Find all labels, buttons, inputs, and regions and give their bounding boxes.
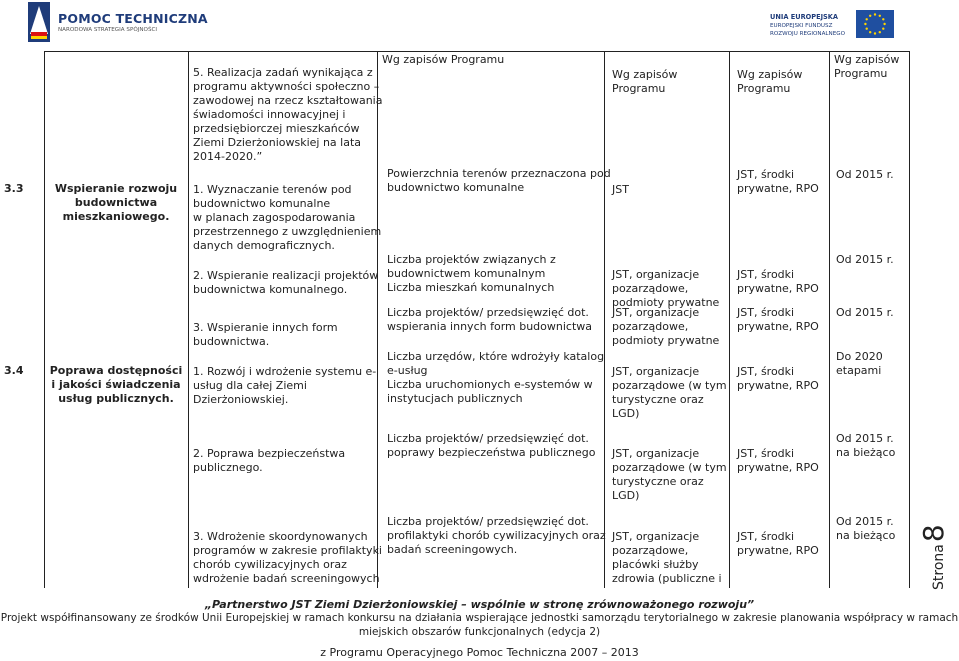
r1-date: Wg zapisów Programu — [834, 53, 900, 80]
s34-a2-funding: JST, środki prywatne, RPO — [737, 447, 819, 474]
s34-title: Poprawa dostępności i jakości świadczenia usług publicznych. — [49, 364, 183, 405]
s33-a1-action: 1. Wyznaczanie terenów pod budownictwo komunalne w planach zagospodarowania przestrzennego z uwzględnieniem danych demograficznych. — [193, 183, 382, 252]
r1-funding: Wg zapisów Programu — [737, 68, 803, 95]
s33-a2-date: Od 2015 r. — [836, 253, 894, 266]
s34-a3-date: Od 2015 r. na bieżąco — [836, 515, 896, 542]
page-label: Strona — [931, 544, 947, 590]
s34-a1-funding: JST, środki prywatne, RPO — [737, 365, 819, 392]
page-number-value: 8 — [917, 524, 950, 543]
s34-a2-action: 2. Poprawa bezpieczeństwa publicznego. — [193, 447, 346, 474]
s34-a1-entity: JST, organizacje pozarządowe (w tym turystyczne oraz LGD) — [612, 365, 727, 420]
s34-a3-indicator: Liczba projektów/ przedsięwzięć dot. profilaktyki chorób cywilizacyjnych oraz badań screeningowych. — [387, 515, 606, 556]
logo-name: POMOC TECHNICZNA — [58, 11, 208, 26]
s33-a3-action: 3. Wspieranie innych form budownictwa. — [193, 321, 338, 348]
page-number — [917, 524, 950, 590]
footer-cofinancing: Projekt współfinansowany ze środków Unii Europejskiej w ramach konkursu na działania wspierające jednostki samorządu terytorialnego w zakresie planowania współpracy w ramach miejskich obszarów funkcjonalnych (edycja 2) — [0, 612, 959, 638]
table-divider — [604, 52, 605, 588]
table-divider — [729, 52, 730, 588]
s34-a1-indicator: Liczba urzędów, które wdrożyły katalog e-usług Liczba uruchomionych e-systemów w instytucjach publicznych — [387, 350, 605, 405]
s34-a1-action: 1. Rozwój i wdrożenie systemu e- usług dla całej Ziemi Dzierżoniowskiej. — [193, 365, 377, 406]
s34-a3-action: 3. Wdrożenie skoordynowanych programów w zakresie profilaktyki chorób cywilizacyjnych oraz wdrożenie badań screeningowych — [193, 530, 382, 585]
s34-a3-funding: JST, środki prywatne, RPO — [737, 530, 819, 557]
s34-a3-entity: JST, organizacje pozarządowe, placówki służby zdrowia (publiczne i — [612, 530, 722, 585]
eu-logo — [770, 10, 896, 46]
eu-flag-icon — [856, 10, 894, 38]
s33-a3-funding: JST, środki prywatne, RPO — [737, 306, 819, 333]
table-border-left — [44, 52, 45, 588]
r1-entity: Wg zapisów Programu — [612, 68, 678, 95]
s33-a1-funding: JST, środki prywatne, RPO — [737, 168, 819, 195]
logo-subtitle: NARODOWA STRATEGIA SPÓJNOŚCI — [58, 27, 158, 33]
s34-a1-date: Do 2020 etapami — [836, 350, 883, 377]
s33-a2-funding: JST, środki prywatne, RPO — [737, 268, 819, 295]
r1-indicator: Wg zapisów Programu — [382, 53, 505, 66]
table-border-top — [44, 51, 910, 52]
eu-line-3: ROZWOJU REGIONALNEGO — [770, 31, 845, 37]
s33-a1-indicator: Powierzchnia terenów przeznaczona pod budownictwo komunalne — [387, 167, 611, 194]
table-divider — [829, 52, 830, 588]
s34-a2-entity: JST, organizacje pozarządowe (w tym turystyczne oraz LGD) — [612, 447, 727, 502]
s33-a1-date: Od 2015 r. — [836, 168, 894, 181]
footer-partnership: „Partnerstwo JST Ziemi Dzierżoniowskiej – wspólnie w stronę zrównoważonego rozwoju” — [204, 598, 755, 611]
s33-number: 3.3 — [4, 182, 24, 195]
s34-a2-indicator: Liczba projektów/ przedsięwzięć dot. poprawy bezpieczeństwa publicznego — [387, 432, 596, 459]
table-border-right — [909, 52, 910, 588]
s33-a2-entity: JST, organizacje pozarządowe, podmioty prywatne — [612, 268, 720, 309]
footer-programme: z Programu Operacyjnego Pomoc Techniczna 2007 – 2013 — [320, 646, 639, 659]
s34-a2-date: Od 2015 r. na bieżąco — [836, 432, 896, 459]
s34-number: 3.4 — [4, 364, 24, 377]
table-divider — [188, 52, 189, 588]
eu-line-2: EUROPEJSKI FUNDUSZ — [770, 23, 833, 29]
s33-title: Wspieranie rozwoju budownictwa mieszkaniowego. — [54, 182, 178, 223]
logo-flag-icon — [28, 2, 50, 42]
s33-a1-entity: JST — [612, 183, 629, 196]
s33-a3-date: Od 2015 r. — [836, 306, 894, 319]
eu-line-1: UNIA EUROPEJSKA — [770, 13, 839, 21]
s33-a3-indicator: Liczba projektów/ przedsięwzięć dot. wspierania innych form budownictwa — [387, 306, 593, 333]
s33-a3-entity: JST, organizacje pozarządowe, podmioty prywatne — [612, 306, 720, 347]
pomoc-techniczna-logo — [28, 2, 208, 44]
r1-action: 5. Realizacja zadań wynikająca z programu aktywności społeczno – zawodowej na rzecz kształtowania świadomości innowacyjnej i przedsiębiorczej mieszkańców Ziemi Dzierżoniowskiej na lata 2014-2020.” — [193, 66, 383, 163]
s33-a2-indicator: Liczba projektów związanych z budownictwem komunalnym Liczba mieszkań komunalnych — [387, 253, 556, 294]
s33-a2-action: 2. Wspieranie realizacji projektów budownictwa komunalnego. — [193, 269, 379, 296]
